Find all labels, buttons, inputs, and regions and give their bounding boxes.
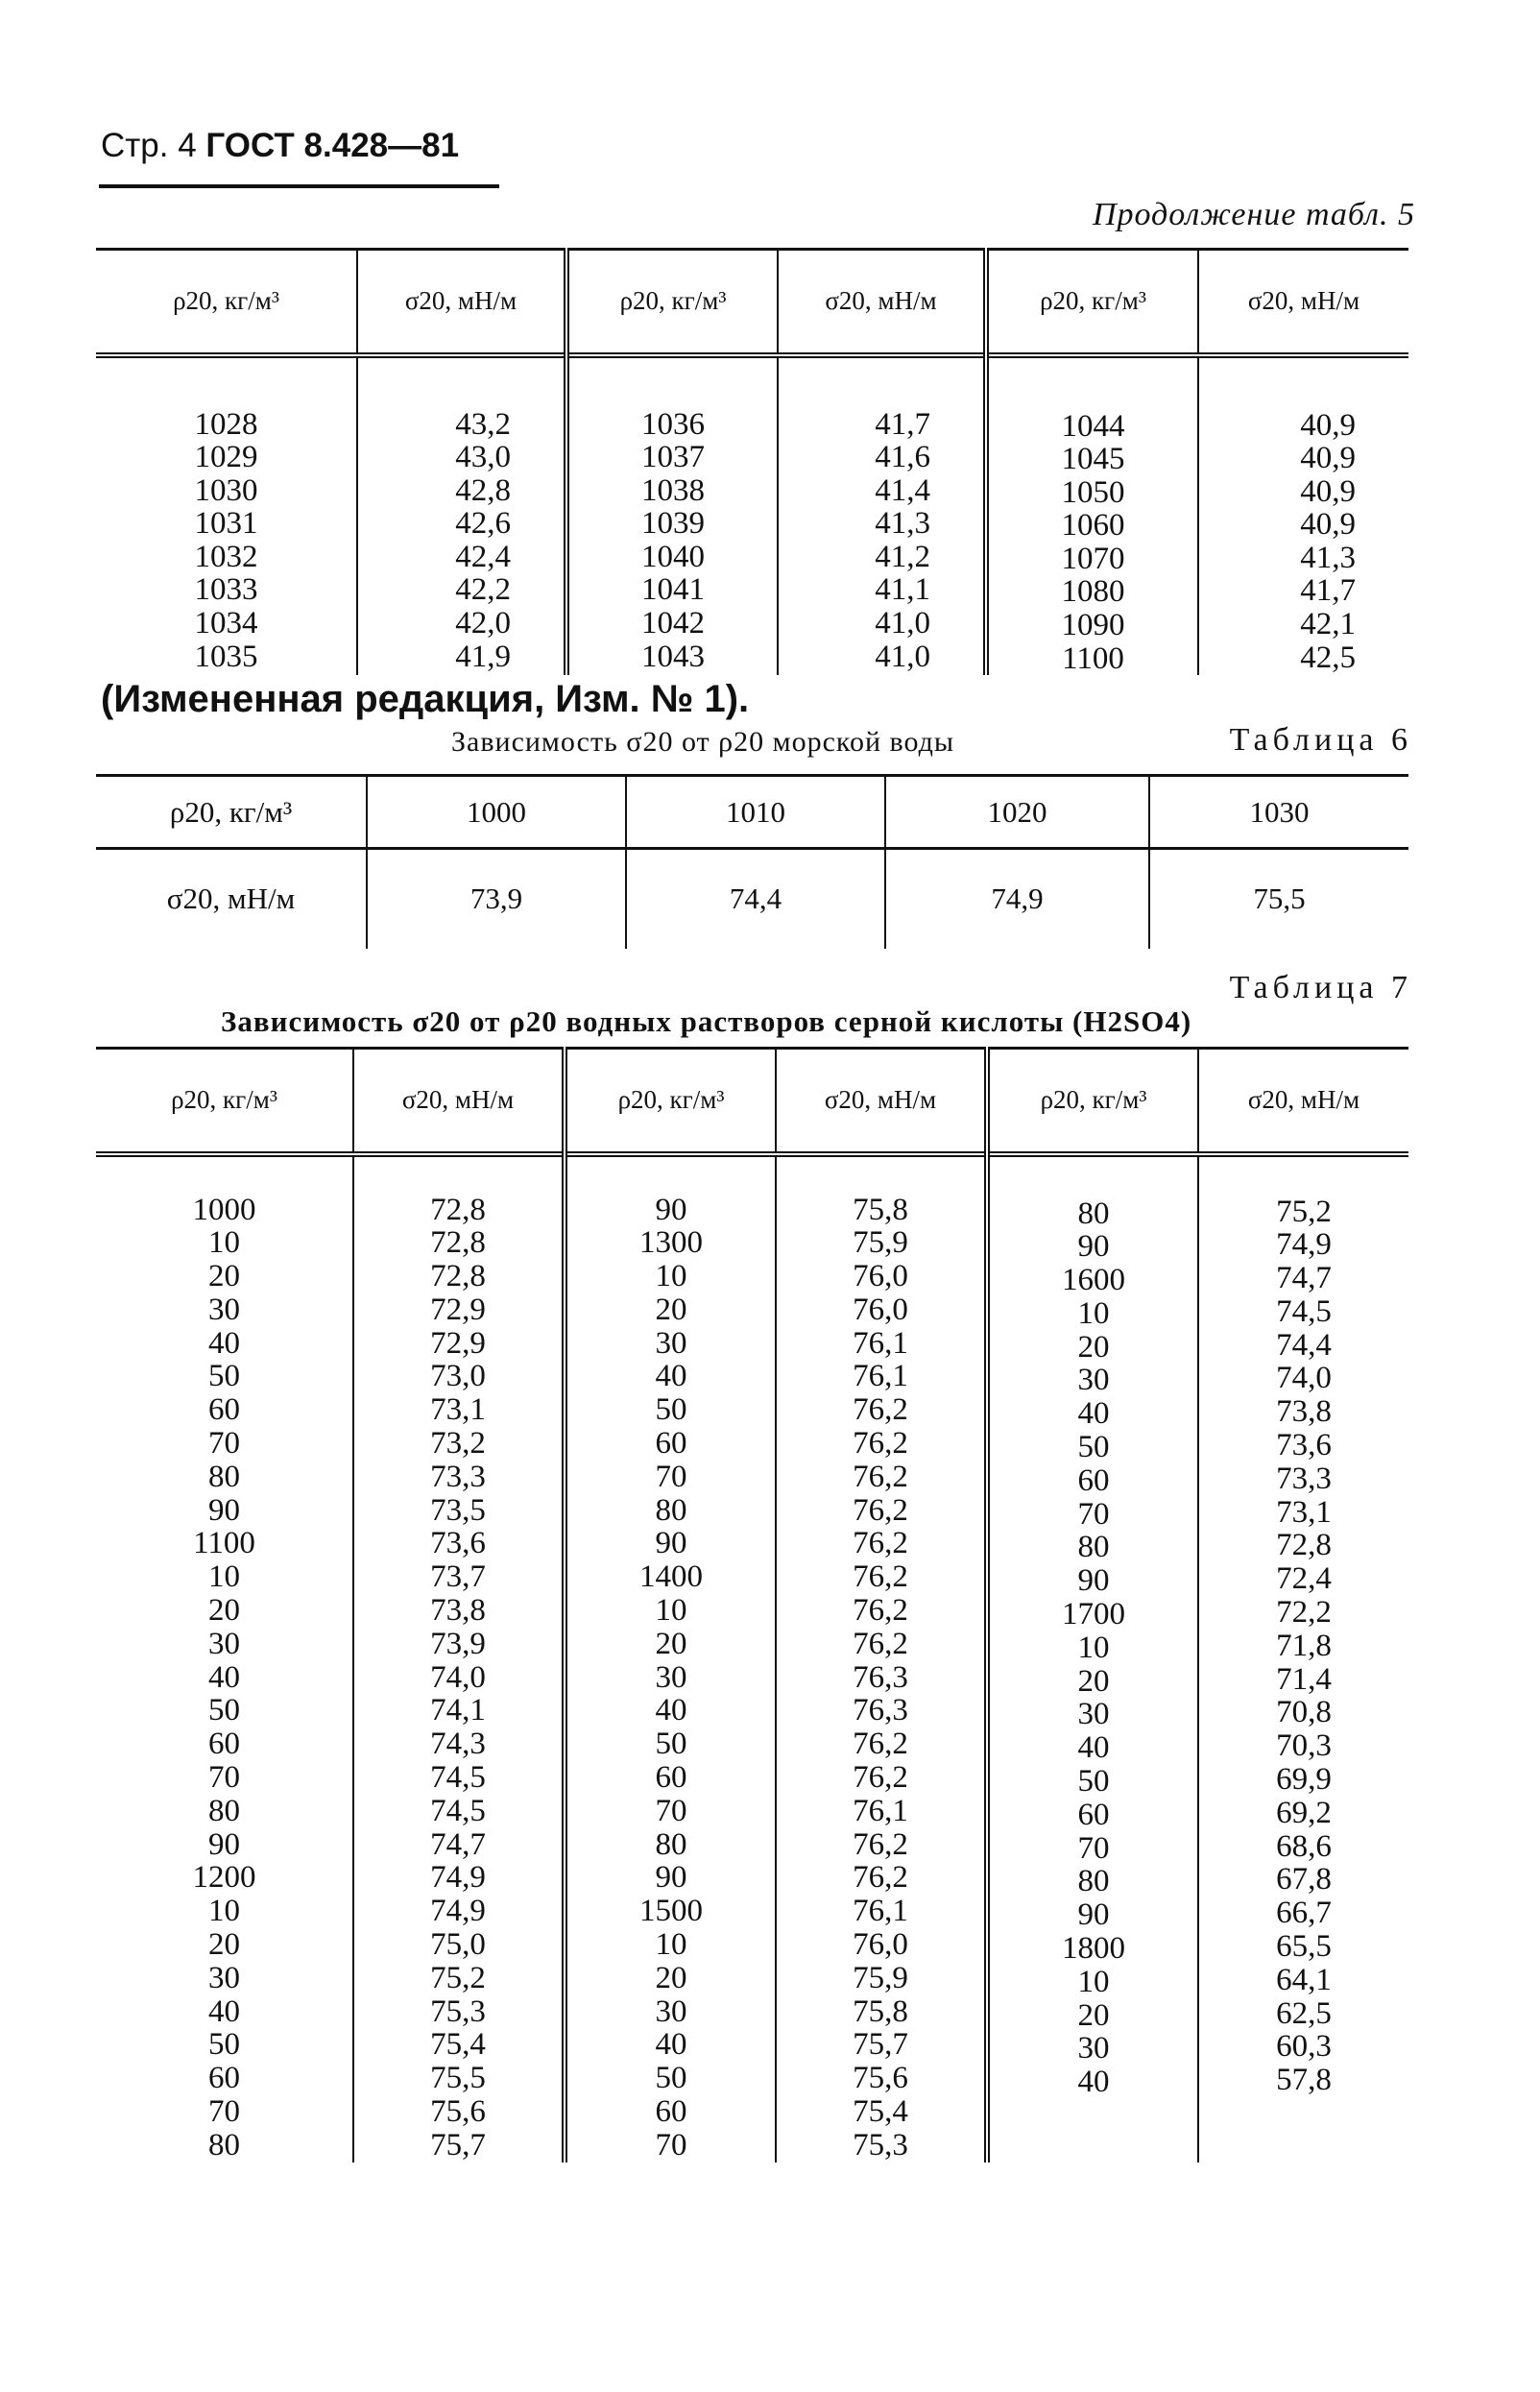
table-column: 43,2 43,0 42,8 42,6 42,4 42,2 42,0 41,9 (357, 355, 566, 676)
table-cell: 75,5 (1149, 849, 1408, 949)
table-6-tension-row (96, 849, 1408, 949)
column-header: ρ20, кг/м³ (986, 250, 1198, 355)
standard-code: ГОСТ 8.428—81 (205, 127, 460, 164)
table5-continuation: Продолжение табл. 5 (1092, 197, 1415, 232)
table-column: 1000 10 20 30 40 50 60 70 80 90 1100 10 20 30 40 50 60 70 80 90 1200 10 20 30 40 50 60 70 80 (192, 1192, 256, 2162)
table-column: 75,8 75,9 76,0 76,0 76,1 76,1 76,2 76,2 76,2 76,2 76,2 76,2 76,2 76,2 76,3 76,3 76,2 76,2 76,1 76,2 76,2 76,1 76,0 75,9 75,8 75,7 75,6 75,4 75,3 (776, 1154, 987, 2162)
table-column: 80 90 1600 10 20 30 40 50 60 70 80 90 1700 10 20 30 40 50 60 70 80 90 1800 10 20 30 40 (987, 1154, 1198, 2162)
table-cell: 1010 (626, 776, 885, 849)
table-7-header-row (96, 1049, 1408, 1154)
table6-caption: Зависимость σ20 от ρ20 морской воды (451, 726, 955, 758)
table-6 (96, 774, 1408, 949)
table-column: 1028 1029 1030 1031 1032 1033 1034 1035 (194, 406, 258, 674)
row-label: ρ20, кг/м³ (169, 794, 293, 829)
table-column: 1044 1045 1050 1060 1070 1080 1090 1100 (986, 355, 1198, 676)
column-header: σ20, мН/м (778, 250, 986, 355)
table-column: 75,2 74,9 74,7 74,5 74,4 74,0 73,8 73,6 73,3 73,1 72,8 72,4 72,2 71,8 71,4 70,8 70,3 69,9 69,2 68,6 67,8 66,7 65,5 64,1 62,5 60,3 57,8 (1198, 1154, 1408, 2162)
table-column: 41,7 41,6 41,4 41,3 41,2 41,1 41,0 41,0 (778, 355, 986, 676)
table-5-body (96, 355, 1408, 676)
amendment-note: (Измененная редакция, Изм. № 1). (101, 678, 750, 720)
table7-label: Таблица 7 (1229, 970, 1412, 1005)
table-5 (96, 248, 1408, 675)
column-header: ρ20, кг/м³ (987, 1049, 1198, 1154)
table-7 (96, 1047, 1408, 2162)
table-cell: 74,4 (626, 849, 885, 949)
row-label: σ20, мН/м (166, 882, 296, 916)
column-header: σ20, мН/м (776, 1049, 987, 1154)
column-header: σ20, мН/м (1198, 1049, 1408, 1154)
page-header (101, 127, 459, 165)
table-column: 90 1300 10 20 30 40 50 60 70 80 90 1400 10 20 30 40 50 60 70 80 90 1500 10 20 30 40 50 60 70 (565, 1154, 776, 2162)
column-header: σ20, мН/м (1198, 250, 1408, 355)
table-cell: 1020 (885, 776, 1149, 849)
header-rule (99, 184, 499, 188)
column-header: ρ20, кг/м³ (171, 1085, 277, 1115)
table-cell: 73,9 (367, 849, 626, 949)
page-number: Стр. 4 (101, 127, 197, 164)
table-column: 72,8 72,8 72,8 72,9 72,9 73,0 73,1 73,2 73,3 73,5 73,6 73,7 73,8 73,9 74,0 74,1 74,3 74,5 74,5 74,7 74,9 74,9 75,0 75,2 75,3 75,4 75,5 75,6 75,7 (353, 1154, 565, 2162)
table-cell: 74,9 (885, 849, 1149, 949)
table-5-header-row (96, 250, 1408, 355)
column-header: ρ20, кг/м³ (566, 250, 778, 355)
column-header: ρ20, кг/м³ (173, 286, 279, 316)
table-cell: 1030 (1149, 776, 1408, 849)
table-cell: 1000 (367, 776, 626, 849)
column-header: σ20, мН/м (357, 250, 566, 355)
table6-label: Таблица 6 (1229, 722, 1412, 758)
column-header: σ20, мН/м (353, 1049, 565, 1154)
table-7-body (96, 1154, 1408, 2162)
table-column: 1036 1037 1038 1039 1040 1041 1042 1043 (566, 355, 778, 676)
table-column: 40,9 40,9 40,9 40,9 41,3 41,7 42,1 42,5 (1198, 355, 1408, 676)
table7-caption: Зависимость σ20 от ρ20 водных растворов серной кислоты (H2SO4) (221, 1004, 1192, 1038)
column-header: ρ20, кг/м³ (565, 1049, 776, 1154)
table-6-density-row (96, 776, 1408, 849)
